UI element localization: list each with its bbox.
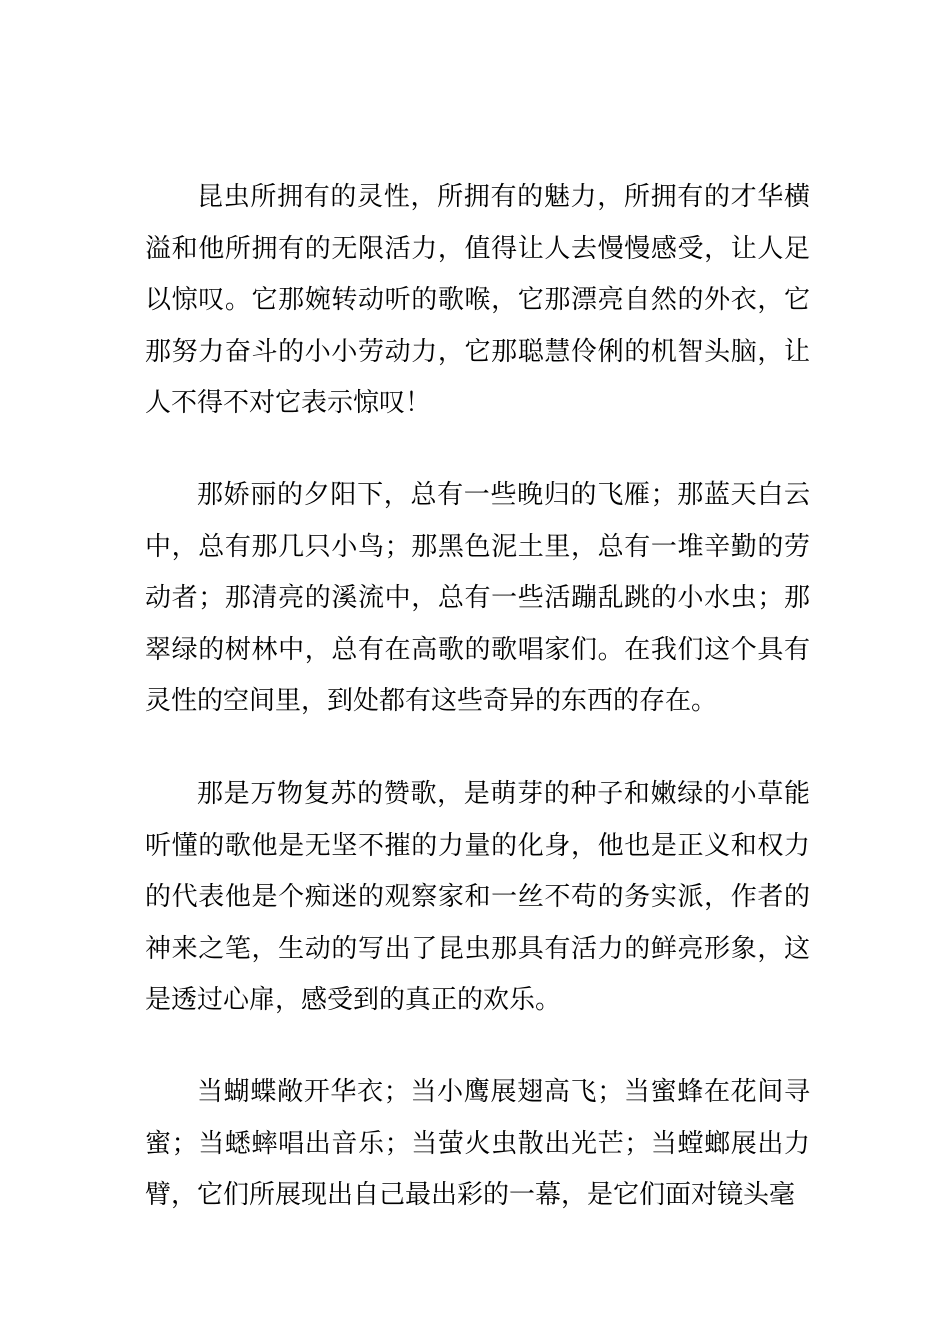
paragraph-2: 那娇丽的夕阳下，总有一些晚归的飞雁；那蓝天白云中，总有那几只小鸟；那黑色泥土里，总有一堆辛勤的劳动者；那清亮的溪流中，总有一些活蹦乱跳的小水虫；那翠绿的树林中，总有在高歌的歌唱家们。在我们这个具有灵性的空间里，到处都有这些奇异的东西的存在。 bbox=[145, 480, 810, 716]
paragraph-4: 当蝴蝶敞开华衣；当小鹰展翅高飞；当蜜蜂在花间寻蜜；当蟋蟀唱出音乐；当萤火虫散出光芒；当螳螂展出力臂，它们所展现出自己最出彩的一幕，是它们面对镜头毫 bbox=[145, 1077, 810, 1210]
paragraph-1: 昆虫所拥有的灵性，所拥有的魅力，所拥有的才华横溢和他所拥有的无限活力，值得让人去慢慢感受，让人足以惊叹。它那婉转动听的歌喉，它那漂亮自然的外衣，它那努力奋斗的小小劳动力，它那聪慧伶俐的机智头脑，让人不得不对它表示惊叹！ bbox=[145, 182, 810, 418]
paragraph-3: 那是万物复苏的赞歌，是萌芽的种子和嫩绿的小草能听懂的歌他是无坚不摧的力量的化身，他也是正义和权力的代表他是个痴迷的观察家和一丝不苟的务实派，作者的神来之笔，生动的写出了昆虫那具有活力的鲜亮形象，这是透过心扉，感受到的真正的欢乐。 bbox=[145, 779, 810, 1015]
